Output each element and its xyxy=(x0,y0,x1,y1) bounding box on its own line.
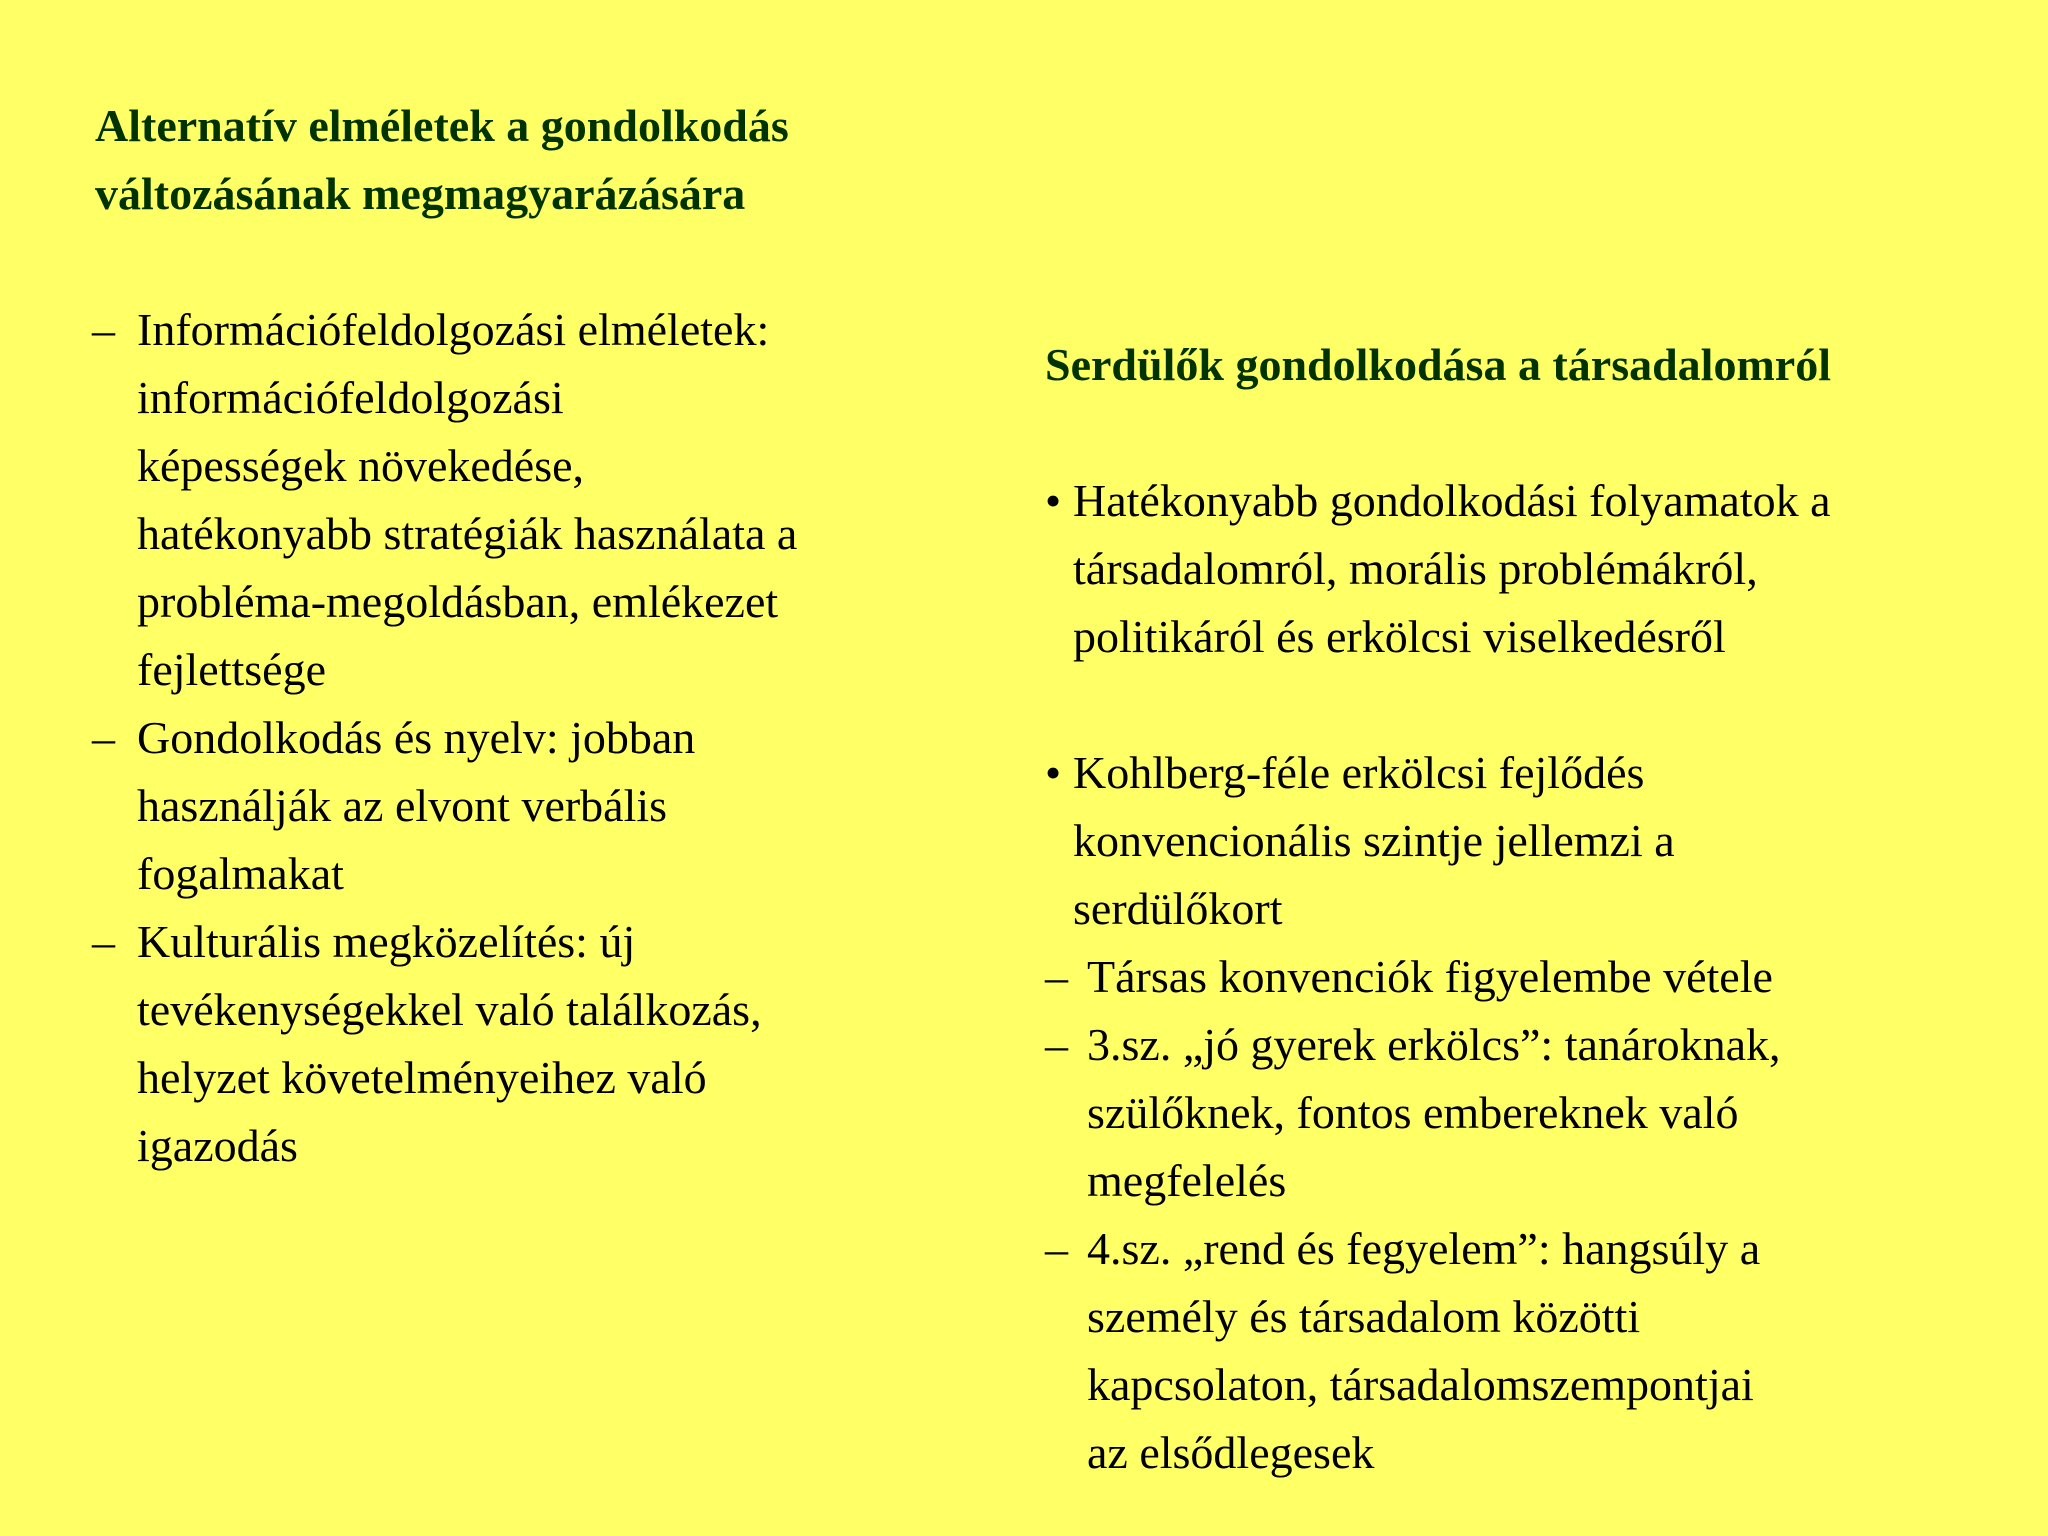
left-title-line: Alternatív elméletek a gondolkodás xyxy=(95,100,789,151)
text-line: szülőknek, fontos embereknek való xyxy=(1087,1087,1739,1138)
left-item-cultural-approach xyxy=(92,908,797,1180)
bullet-marker: • xyxy=(1045,475,1062,526)
left-column xyxy=(92,296,797,1180)
right-subitem-stage-3 xyxy=(1045,1011,1831,1215)
dash-marker: – xyxy=(92,916,115,967)
right-title: Serdülők gondolkodása a társadalomról xyxy=(1045,339,1831,390)
text-line: tevékenységekkel való találkozás, xyxy=(137,984,762,1035)
dash-marker: – xyxy=(1045,1223,1068,1274)
text-line: Kohlberg-féle erkölcsi fejlődés xyxy=(1073,747,1645,798)
left-item-thinking-language xyxy=(92,704,797,908)
text-line: fogalmakat xyxy=(137,848,344,899)
text-line: igazodás xyxy=(137,1120,298,1171)
text-line: serdülőkort xyxy=(1073,883,1283,934)
text-line: politikáról és erkölcsi viselkedésről xyxy=(1073,611,1726,662)
dash-marker: – xyxy=(92,304,115,355)
left-title xyxy=(95,92,789,228)
right-column xyxy=(1045,467,1831,1487)
text-line: Hatékonyabb gondolkodási folyamatok a xyxy=(1073,475,1831,526)
text-line: helyzet követelményeihez való xyxy=(137,1052,707,1103)
text-line: Gondolkodás és nyelv: jobban xyxy=(137,712,696,763)
dash-marker: – xyxy=(1045,951,1068,1002)
left-title-line: változásának megmagyarázására xyxy=(95,168,746,219)
text-line: Kulturális megközelítés: új xyxy=(137,916,636,967)
text-line: 3.sz. „jó gyerek erkölcs”: tanároknak, xyxy=(1087,1019,1781,1070)
text-line: Társas konvenciók figyelembe vétele xyxy=(1087,951,1773,1002)
text-line: fejlettsége xyxy=(137,644,327,695)
right-subitem-social-conventions xyxy=(1045,943,1831,1011)
text-line: képességek növekedése, xyxy=(137,440,585,491)
text-line: információfeldolgozási xyxy=(137,372,564,423)
text-line: társadalomról, morális problémákról, xyxy=(1073,543,1758,594)
text-line: hatékonyabb stratégiák használata a xyxy=(137,508,798,559)
text-line: az elsődlegesek xyxy=(1087,1427,1375,1478)
text-line: személy és társadalom közötti xyxy=(1087,1291,1641,1342)
paragraph-gap xyxy=(1045,671,1831,739)
text-line: 4.sz. „rend és fegyelem”: hangsúly a xyxy=(1087,1223,1761,1274)
dash-marker: – xyxy=(92,712,115,763)
text-line: kapcsolaton, társadalomszempontjai xyxy=(1087,1359,1754,1410)
bullet-marker: • xyxy=(1045,747,1062,798)
text-line: Információfeldolgozási elméletek: xyxy=(137,304,770,355)
text-line: megfelelés xyxy=(1087,1155,1287,1206)
right-subitem-stage-4 xyxy=(1045,1215,1831,1487)
text-line: konvencionális szintje jellemzi a xyxy=(1073,815,1675,866)
text-line: használják az elvont verbális xyxy=(137,780,668,831)
dash-marker: – xyxy=(1045,1019,1068,1070)
text-line: probléma-megoldásban, emlékezet xyxy=(137,576,779,627)
left-item-information-processing xyxy=(92,296,797,704)
right-bullet-efficient-thinking xyxy=(1045,467,1831,671)
right-bullet-kohlberg xyxy=(1045,739,1831,943)
